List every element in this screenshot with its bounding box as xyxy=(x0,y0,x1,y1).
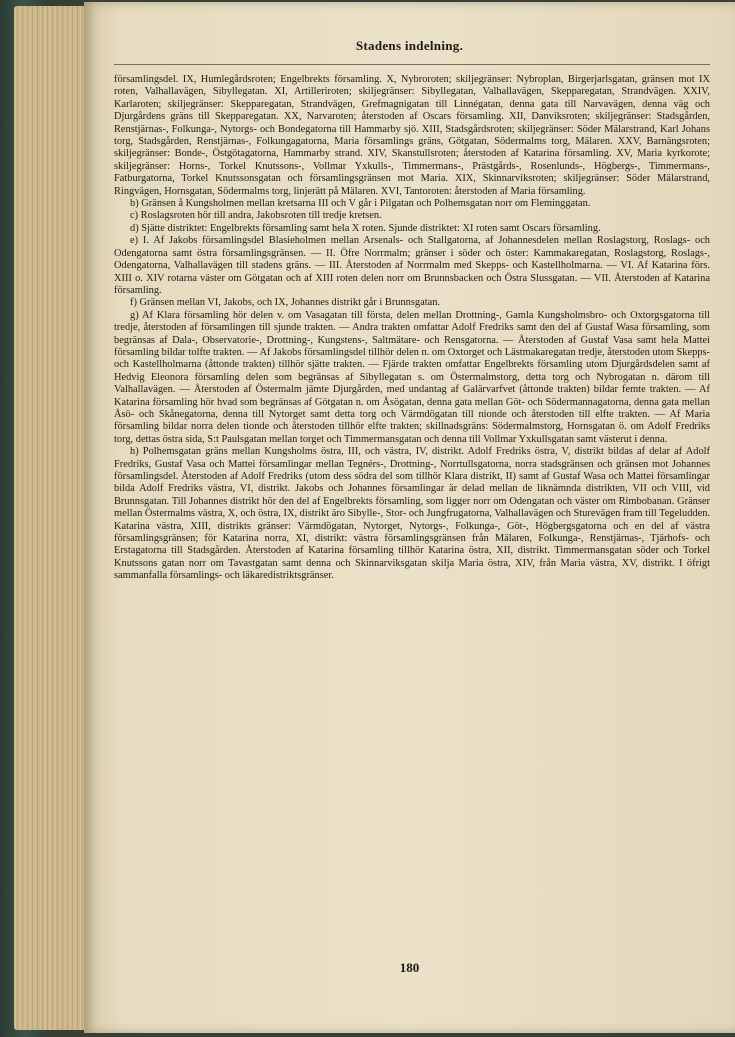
page-body xyxy=(114,74,710,583)
header-rule xyxy=(114,64,710,65)
running-head: Stadens indelning. xyxy=(355,38,464,53)
page-number: 180 xyxy=(399,960,420,975)
paragraph-f: f) Gränsen mellan VI, Jakobs, och IX, Johannes distrikt går i Brunnsgatan. xyxy=(130,297,441,309)
paragraph-h: h) Polhemsgatan gräns mellan Kungsholms östra, III, och västra, IV, distrikt. Adolf Fredriks östra, V, distrikt bildas af delar af Adolf Fredriks, Gustaf Vasa och Mattei församlingar mellan Tegnérs-, Drottning-, Norrtullsgatorna, norra stadsgränsen och gränsen mot Johannes församlingsdel. Återstoden af Adolf Fredriks (utom dess södra del som tillhör Klara distrikt, II) samt af Gustaf Wasa och Mattei församlingar bilda Adolf Fredriks västra, VI, distrikt. Jakobs och Johannes församlingar är delad mellan de liknämnda distrikten, VII och VIII, vid Brunnsgatan. Till Johannes distrikt hör den del af Engelbrekts församling, som ligger norr om Odengatan och väster om Rimbobanan. Gränser mellan Östermalms västra, X, och östra, IX, distrikt äro Sibylle-, Stor- och Jungfrugatorna, Valhallavägen och Sturevägen fram till Tegeludden. Katarina västra, XIII, distrikts gränser: Värmdögatan, Nytorget, Nytorgs-, Folkunga-, Göt-, Högbergsgatorna och en del af västra församlingsgränsen; för Katarina norra, XI, distrikt: västra församlingsgränsen från Mälaren, Folkunga-, Renstjärnas-, Tjärhofs- och Erstagatorna till Stadsgården. Återstoden af Katarina församling tillhör Katarina östra, XII, distrikt. Timmermansgatan söder och Torkel Knutssons gatan norr om Tavastgatan samt denna och Skinnarviksgatan skilja Maria östra, XIV, från Maria västra, XV, distrikt. I öfrigt sammanfalla församlings- och läkaredistriktsgränser. xyxy=(114,446,710,582)
paragraph-e: e) I. Af Jakobs församlingsdel Blasieholmen mellan Arsenals- och Stallgatorna, af Johannesdelen mellan Roslagstorg, Roslags- och Odengatorna samt östra församlingsgränsen. — II. Öfre Norrmalm; gränser i söder och öster: Kammakaregatan, Roslagstorg, Roslags-, Odengatorna, Valhallavägen till stadens gräns. — III. Återstoden af Norrmalm med Skepps- och Kastellholmarna. — VI. Af Katarina förs. XIII o. XIV rotarna väster om Götgatan och af XIII roten delen norr om Brunnsbacken och Östra Slussgatan. — VII. Återstoden af Katarina församling. xyxy=(114,235,710,296)
paragraph-g: g) Af Klara församling hör delen v. om Vasagatan till första, delen mellan Drottning-, Gamla Kungsholmsbro- och Oxtorgsgatorna till tredje, återstoden af församlingen till sjunde trakten. — Andra trakten omfattar Adolf Fredriks samt den del af Gustaf Wasa församling, som begränsas af Dala-, Observatorie-, Drottning-, Kungstens-, Saltmätare- och Rensgatorna. — Återstoden af Gustaf Vasa samt hela Mattei församling bildar tolfte trakten. — Af Jakobs församlingsdel tillhör delen n. om Oxtorget och Lästmakaregatan tredje, återstoden utom Skepps- och Kastellholmarna (åttonde trakten) tillhör sjätte trakten. — Fjärde trakten omfattar Engelbrekts församling utom Djurgårdsdelen samt af Hedvig Eleonora församling delen som begränsas af Sibyllegatan s. om Östermalmstorg, detta torg och Nybrogatan n. därom till Valhallavägen. — Återstoden af Östermalm jämte Djurgården, med undantag af Galärvarfvet (åttonde trakten) bildar femte trakten. — Af Katarina församling hör hvad som begränsas af Götgatan n. om Åsögatan, denna gata mellan Göt- och Södermannagatorna, denna gata mellan Åsö- och Skånegatorna, denna till Nytorget samt detta torg och Värmdögatan till nionde och återstoden till elfte trakten. — Af Maria församling bildar norra delen tionde och återstoden tillhör elfte trakten; skillnadsgräns: Södermalmstorg, Hornsgatan ö. om Adolf Fredriks torg, dettas östra sida, S:t Paulsgatan mellan torget och Timmermansgatan och denna till Vollmar Yxkullsgatan samt västerut i denna. xyxy=(114,309,710,445)
page-edges xyxy=(14,6,88,1030)
paragraph-d: d) Sjätte distriktet: Engelbrekts församling samt hela X roten. Sjunde distriktet: XI roten samt Oscars församling. xyxy=(130,222,601,234)
paragraph-b: b) Gränsen å Kungsholmen mellan kretsarna III och V går i Pilgatan och Polhemsgatan norr om Fleminggatan. xyxy=(130,198,591,210)
paragraph-c: c) Roslagsroten hör till andra, Jakobsroten till tredje kretsen. xyxy=(130,210,382,222)
paragraph-a: församlingsdel. IX, Humlegårdsroten; Engelbrekts församling. X, Nybroroten; skiljegränser: Nybroplan, Birgerjarlsgatan, gränsen mot IX roten, Valhallavägen, Sibyllegatan. XI, Artilleriroten; skiljegränser: Sibyllegatan, Valhallavägen, Skepparegatan, Strandvägen. XXIV, Karlaroten; skiljegränser: Skepparegatan, Strandvägen, Grefmagnigatan till Linnégatan, denna gata till Narvavägen, denna väg och Djurgårdens gräns till Skepparegatan. XX, Narvaroten; återstoden af Oscars församling. XII, Danviksroten; skiljegränser: Stadsgården, Renstjärnas-, Folkunga-, Nytorgs- och Bondegatorna till Hammarby sjö. XIII, Stadsgårdsroten; skiljegränser: Söder Mälarstrand, Karl Johans torg, Stadsgården, Renstjärnas-, Folkungagatorna, Maria församlings gräns, Götgatan, Södermalms torg, Mälaren. XXV, Barnängsroten; skiljegränser: Bonde-, Östgötagatorna, Hammarby strand. XIV, Skanstullsroten; återstoden af Katarina församling. XV, Maria kyrkorote; skiljegränser: Horns-, Torkel Knutssons-, Vollmar Yxkulls-, Timmermans-, Prästgårds-, Rosenlunds-, Högbergs-, Timmermans-, Fatburgatorna, Torkel Knutssonsgatan och församlingsgränsen mot Maria. XIX, Skinnarviksroten; skiljegränser: Söder Mälarstrand, Ringvägen, Hornsgatan, Södermalms torg, linjerätt på Mälaren. XVI, Tantoroten: återstoden af Maria församling. xyxy=(114,74,710,197)
book-page xyxy=(84,2,735,1033)
